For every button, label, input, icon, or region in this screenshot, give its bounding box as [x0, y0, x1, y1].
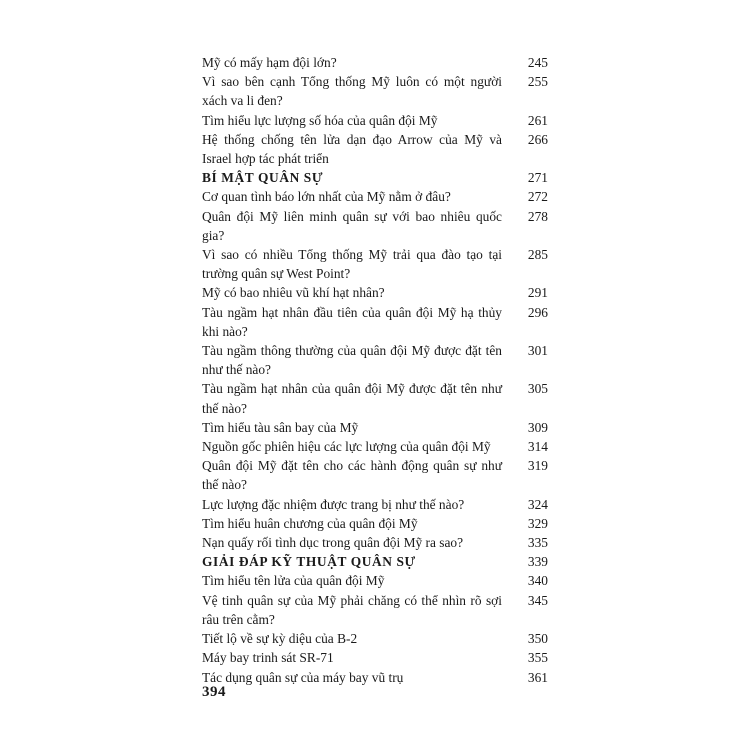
- toc-entry-title: Máy bay trinh sát SR-71: [202, 650, 334, 666]
- toc-entry: [202, 207, 548, 245]
- toc-entry-page: 339: [527, 554, 548, 570]
- toc-entry-page: 340: [527, 573, 548, 589]
- toc-entry-page: 305: [527, 381, 548, 397]
- toc-entry-title: Lực lượng đặc nhiệm được trang bị như thế nào?: [202, 496, 465, 512]
- toc-entry: [202, 283, 548, 302]
- toc-entry-title: Hệ thống chống tên lửa dạn đạo Arrow của Mỹ và Israel hợp tác phát triển: [202, 131, 502, 167]
- toc-entry-page: 255: [527, 74, 548, 90]
- toc-section-heading: [202, 168, 548, 187]
- toc-entry-title: Vệ tinh quân sự của Mỹ phải chăng có thể nhìn rõ sợi râu trên cằm?: [202, 592, 502, 627]
- toc-entry: [202, 456, 548, 494]
- toc-entry-page: 345: [527, 592, 548, 608]
- toc-entry: [202, 495, 548, 514]
- toc-entry-page: 329: [527, 515, 548, 531]
- toc-entry-title: Tìm hiểu tàu sân bay của Mỹ: [202, 419, 359, 435]
- table-of-contents: [202, 53, 548, 687]
- page-number: 394: [202, 684, 226, 700]
- toc-entry-title: Vì sao bên cạnh Tổng thống Mỹ luôn có một người xách va li đen?: [202, 74, 502, 109]
- toc-entry-page: 301: [527, 343, 548, 359]
- toc-entry-page: 324: [527, 496, 548, 512]
- toc-entry-title: Tàu ngầm hạt nhân đầu tiên của quân đội Mỹ hạ thủy khi nào?: [202, 304, 502, 339]
- toc-entry: [202, 303, 548, 341]
- toc-entry-page: 261: [527, 112, 548, 128]
- toc-entry: [202, 341, 548, 379]
- toc-entry: [202, 668, 548, 687]
- toc-entry-page: 355: [527, 650, 548, 666]
- toc-section-heading: [202, 552, 548, 571]
- toc-entry-title: Cơ quan tình báo lớn nhất của Mỹ nằm ở đâu?: [202, 189, 451, 205]
- toc-entry-page: 266: [527, 131, 548, 147]
- toc-entry-page: 296: [527, 304, 548, 320]
- toc-entry: [202, 437, 548, 456]
- toc-entry: [202, 379, 548, 417]
- toc-entry: [202, 648, 548, 667]
- toc-entry-page: 278: [527, 208, 548, 224]
- toc-entry-title: Tác dụng quân sự của máy bay vũ trụ: [202, 669, 404, 685]
- toc-entry-title: Tàu ngầm hạt nhân của quân đội Mỹ được đặt tên như thế nào?: [202, 381, 502, 416]
- toc-entry-title: Tìm hiểu lực lượng số hóa của quân đội Mỹ: [202, 112, 438, 128]
- toc-entry-page: 309: [527, 419, 548, 435]
- toc-entry-title: Quân đội Mỹ đặt tên cho các hành động quân sự như thế nào?: [202, 458, 502, 493]
- toc-entry: [202, 533, 548, 552]
- toc-entry-title: Tìm hiểu tên lửa của quân đội Mỹ: [202, 573, 385, 589]
- toc-entry-title: Tiết lộ về sự kỳ diệu của B-2: [202, 631, 358, 647]
- toc-entry-title: Mỹ có bao nhiêu vũ khí hạt nhân?: [202, 285, 385, 301]
- toc-entry-page: 245: [527, 55, 548, 70]
- toc-entry: [202, 130, 548, 168]
- toc-entry-title: Mỹ có mấy hạm đội lớn?: [202, 55, 337, 70]
- toc-entry-page: 361: [527, 669, 548, 685]
- toc-entry: [202, 187, 548, 206]
- toc-entry: [202, 571, 548, 590]
- toc-entry: [202, 629, 548, 648]
- toc-entry: [202, 591, 548, 629]
- toc-entry-title: Tàu ngầm thông thường của quân đội Mỹ được đặt tên như thế nào?: [202, 343, 502, 378]
- toc-entry: [202, 72, 548, 110]
- toc-entry-page: 350: [527, 631, 548, 647]
- toc-entry-page: 335: [527, 535, 548, 551]
- toc-entry-title: Vì sao có nhiều Tổng thống Mỹ trải qua đào tạo tại trường quân sự West Point?: [202, 247, 502, 282]
- toc-entry-page: 314: [527, 439, 548, 455]
- toc-entry-page: 271: [527, 170, 548, 186]
- toc-entry-title: Quân đội Mỹ liên minh quân sự với bao nhiêu quốc gia?: [202, 208, 502, 243]
- toc-entry: [202, 53, 548, 72]
- toc-entry-title: Nguồn gốc phiên hiệu các lực lượng của quân đội Mỹ: [202, 439, 491, 455]
- toc-entry-title: Nạn quấy rối tình dục trong quân đội Mỹ ra sao?: [202, 535, 464, 551]
- toc-entry-page: 319: [527, 458, 548, 474]
- toc-entry-title: BÍ MẬT QUÂN SỰ: [202, 170, 324, 186]
- toc-entry: [202, 111, 548, 130]
- toc-entry-page: 285: [527, 247, 548, 263]
- toc-entry-title: GIẢI ĐÁP KỸ THUẬT QUÂN SỰ: [202, 554, 416, 570]
- toc-entry: [202, 245, 548, 283]
- toc-entry-page: 272: [527, 189, 548, 205]
- toc-entry-page: 291: [527, 285, 548, 301]
- toc-entry: [202, 514, 548, 533]
- toc-entry-title: Tìm hiểu huân chương của quân đội Mỹ: [202, 515, 418, 531]
- toc-entry: [202, 418, 548, 437]
